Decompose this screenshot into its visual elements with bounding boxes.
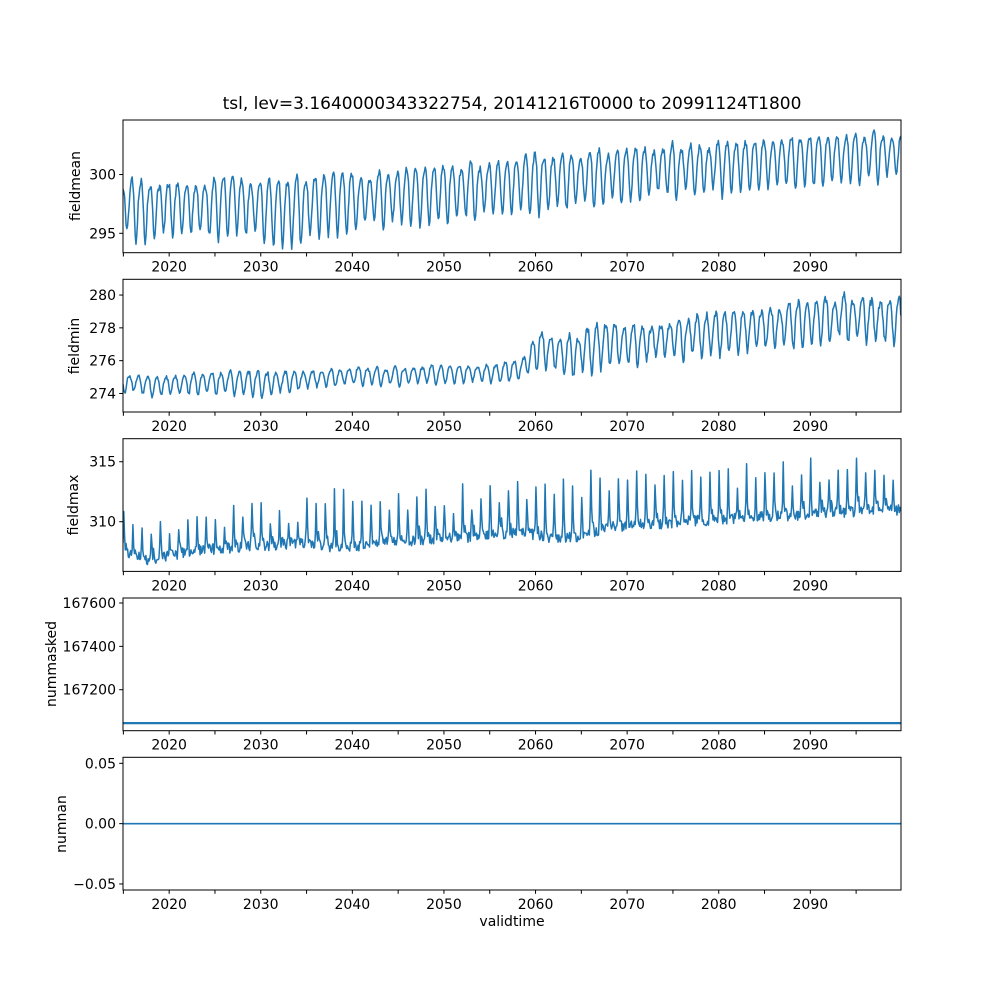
x-tick-label: 2080: [700, 419, 737, 435]
axes-spines: [123, 598, 901, 731]
x-tick-label: 2030: [242, 578, 279, 595]
x-tick-label: 2040: [334, 897, 371, 913]
y-tick-label: 167400: [62, 639, 116, 656]
ylabel-fieldmin: fieldmin: [67, 317, 83, 374]
x-tick-label: 2070: [609, 419, 645, 435]
ylabel-fieldmean: fieldmean: [68, 151, 84, 222]
x-tick-label: 2020: [151, 259, 187, 276]
x-tick-label: 2060: [517, 578, 554, 595]
subplot-fieldmin: [89, 279, 901, 435]
series-line-fieldmax: [123, 458, 901, 564]
x-tick-label: 2040: [334, 419, 371, 435]
x-tick-label: 2090: [792, 897, 829, 913]
subplot-nummasked: [63, 596, 901, 754]
x-tick-label: 2020: [151, 897, 187, 913]
x-tick-label: 2090: [792, 419, 829, 435]
series-line-fieldmin: [123, 292, 901, 398]
y-tick-label: 274: [89, 386, 116, 403]
x-tick-label: 2030: [242, 259, 279, 276]
x-tick-label: 2020: [151, 578, 187, 595]
y-tick-label: 0.05: [84, 756, 116, 773]
x-tick-label: 2030: [242, 737, 279, 754]
x-axis-label: validtime: [479, 914, 545, 930]
x-tick-label: 2030: [242, 419, 279, 435]
x-tick-label: 2040: [334, 578, 371, 595]
x-tick-label: 2060: [517, 897, 554, 913]
subplot-fieldmax: [89, 439, 901, 595]
y-tick-label: 310: [89, 514, 116, 531]
x-tick-label: 2040: [334, 259, 371, 276]
x-tick-label: 2090: [792, 259, 829, 276]
y-tick-label: 276: [89, 353, 116, 370]
ylabel-fieldmax: fieldmax: [66, 474, 82, 536]
y-tick-label: 0.00: [84, 816, 116, 833]
x-tick-label: 2080: [700, 259, 737, 276]
subplot-fieldmean: [89, 120, 901, 276]
x-tick-label: 2080: [700, 578, 737, 595]
x-tick-label: 2060: [517, 737, 554, 754]
x-tick-label: 2070: [609, 259, 645, 276]
y-tick-label: 278: [89, 320, 116, 337]
x-tick-label: 2050: [426, 259, 462, 276]
x-tick-label: 2050: [426, 897, 462, 913]
x-tick-label: 2060: [517, 259, 554, 276]
x-tick-label: 2050: [426, 419, 462, 435]
y-tick-label: −0.05: [73, 876, 116, 893]
x-tick-label: 2090: [792, 737, 829, 754]
x-tick-label: 2070: [609, 897, 645, 913]
x-tick-label: 2090: [792, 578, 829, 595]
x-tick-label: 2050: [426, 578, 462, 595]
y-tick-label: 300: [89, 167, 116, 184]
y-tick-label: 280: [89, 288, 116, 305]
x-tick-label: 2040: [334, 737, 371, 754]
subplot-numnan: [73, 756, 901, 913]
ylabel-numnan: numnan: [54, 794, 70, 853]
x-tick-label: 2030: [242, 897, 279, 913]
chart-title: tsl, lev=3.1640000343322754, 20141216T0000 to 20991124T1800: [222, 94, 802, 114]
y-tick-label: 167200: [62, 682, 116, 699]
ylabel-nummasked: nummasked: [44, 621, 60, 708]
x-tick-label: 2070: [609, 578, 645, 595]
series-line-fieldmean: [123, 130, 901, 249]
x-tick-label: 2080: [700, 897, 737, 913]
x-tick-label: 2070: [609, 737, 645, 754]
x-tick-label: 2060: [517, 419, 554, 435]
x-tick-label: 2080: [700, 737, 737, 754]
x-tick-label: 2020: [151, 737, 187, 754]
x-tick-label: 2050: [426, 737, 462, 754]
y-tick-label: 167600: [62, 595, 116, 612]
y-tick-label: 315: [89, 454, 116, 471]
x-tick-label: 2020: [151, 419, 187, 435]
y-tick-label: 295: [89, 226, 116, 243]
